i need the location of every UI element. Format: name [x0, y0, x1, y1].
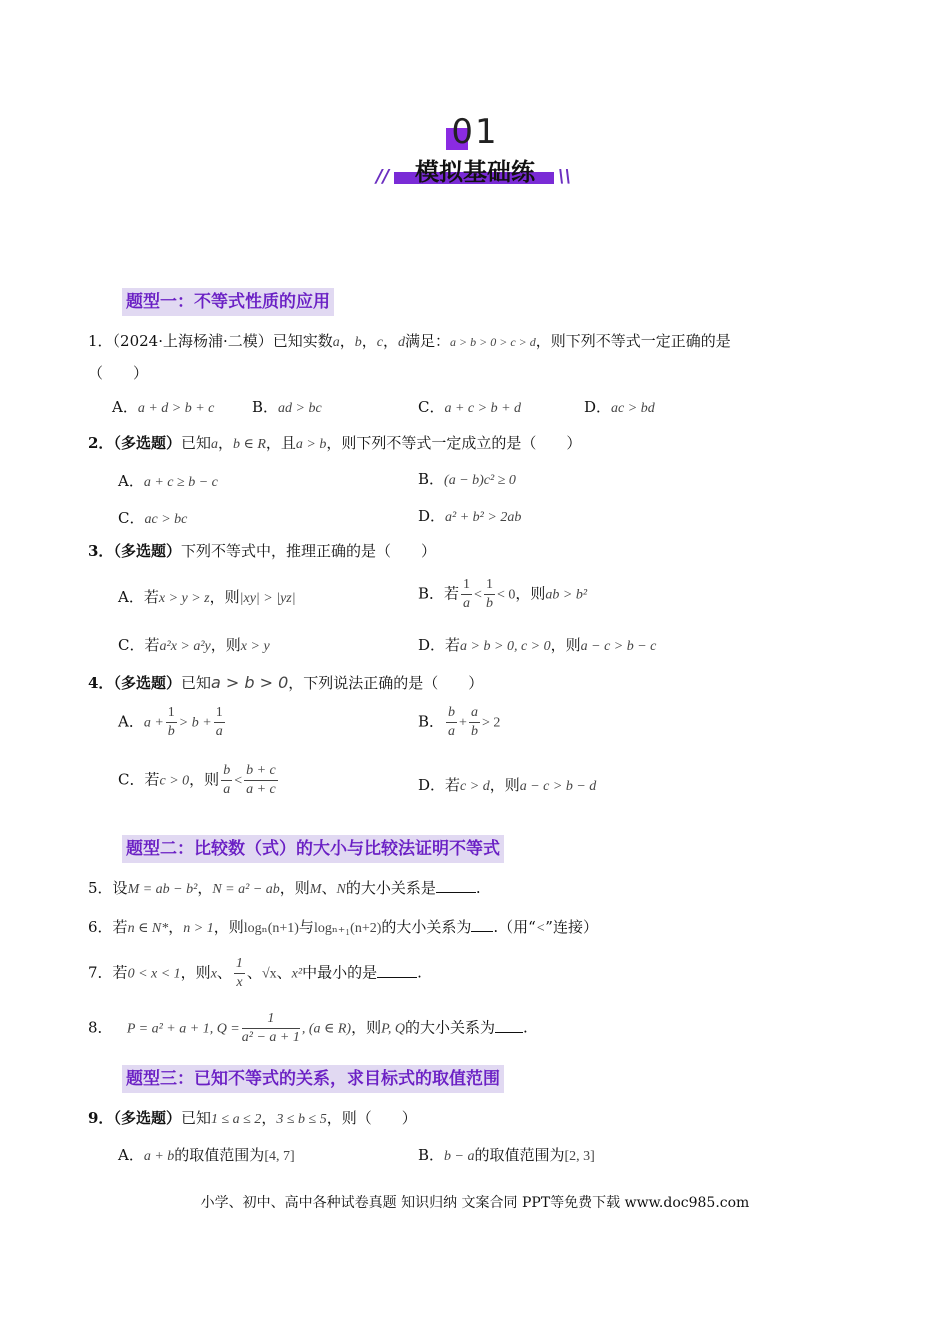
- q9-option-a: A．a + b的取值范围为[4, 7]: [118, 1146, 295, 1164]
- question-9-stem: 9．（多选题）已知1 ≤ a ≤ 2，3 ≤ b ≤ 5，则（ ）: [88, 1109, 417, 1127]
- q3-option-c: C．若a²x > a²y，则x > y: [118, 636, 270, 654]
- q2-option-b: B．(a − b)c² ≥ 0: [418, 470, 516, 488]
- question-7: 7．若0 < x < 1，则x、 $\frac{1}{x}$ 、√x、x²中最小的是 .: [88, 956, 422, 990]
- section-heading-2: 题型二：比较数（式）的大小与比较法证明不等式: [122, 835, 504, 863]
- q4-option-b: B． $\frac{b}{a}$ + $\frac{a}{b}$ > 2: [418, 705, 501, 739]
- answer-blank[interactable]: [471, 917, 493, 932]
- answer-blank[interactable]: [377, 963, 417, 978]
- header-number: 01: [451, 112, 499, 152]
- section-heading-3: 题型三：已知不等式的关系，求目标式的取值范围: [122, 1065, 504, 1093]
- question-6: 6．若n ∈ N*，n > 1，则logₙ(n+1)与logₙ₊₁(n+2)的大小关系为 .（用“<”连接）: [88, 918, 598, 936]
- answer-blank[interactable]: [495, 1018, 523, 1033]
- question-2-stem: 2．（多选题）已知a，b ∈ R，且a > b，则下列不等式一定成立的是（ ）: [88, 434, 582, 452]
- q1-option-c: C．a + c > b + d: [418, 398, 522, 416]
- page-footer: 小学、初中、高中各种试卷真题 知识归纳 文案合同 PPT等免费下载 www.doc985.com: [200, 1195, 750, 1211]
- q2-option-d: D．a² + b² > 2ab: [418, 507, 522, 525]
- page-title: 模拟基础练: [415, 158, 535, 186]
- answer-blank[interactable]: [436, 878, 476, 893]
- question-4-stem: 4．（多选题）已知a > b > 0，下列说法正确的是（ ）: [88, 673, 484, 692]
- q1-option-b: B．ad > bc: [252, 398, 322, 416]
- deco-slash-right: \\: [558, 166, 572, 187]
- q1-option-a: A．a + d > b + c: [112, 398, 215, 416]
- section-heading-1: 题型一：不等式性质的应用: [122, 288, 334, 316]
- q1-option-d: D．ac > bd: [584, 398, 655, 416]
- q4-option-a: A．a + $\frac{1}{b}$ > b + $\frac{1}{a}$: [118, 705, 223, 739]
- question-1-paren: （ ）: [88, 364, 149, 382]
- question-1-stem: 1．（2024·上海杨浦·二模）已知实数a，b，c，d满足：a > b > 0 > c > d，则下列不等式一定正确的是: [88, 332, 731, 350]
- deco-slash-left: //: [376, 166, 390, 187]
- q2-option-c: C．ac > bc: [118, 509, 188, 527]
- q9-option-b: B．b − a的取值范围为[2, 3]: [418, 1146, 595, 1164]
- question-8: 8． P = a² + a + 1, Q = $\frac{1}{\text{a² − a + 1}}$ , (a ∈ R)，则P, Q的大小关系为 .: [88, 1011, 528, 1045]
- q4-option-c: C．若c > 0，则 $\frac{b}{a}$ < $\frac{b + c}{a + c}$: [118, 763, 276, 797]
- q2-option-a: A．a + c ≥ b − c: [118, 472, 218, 490]
- q3-option-d: D．若a > b > 0, c > 0，则a − c > b − c: [418, 636, 657, 654]
- q4-option-d: D．若c > d，则a − c > b − d: [418, 776, 597, 794]
- question-5: 5．设M = ab − b²，N = a² − ab，则M、N的大小关系是 .: [88, 879, 481, 897]
- q3-option-b: B．若 $\frac{1}{a}$ < $\frac{1}{b}$ < 0，则ab > b²: [418, 577, 588, 611]
- question-3-stem: 3．（多选题）下列不等式中，推理正确的是（ ）: [88, 542, 436, 560]
- q3-option-a: A．若x > y > z，则|xy| > |yz|: [118, 588, 296, 606]
